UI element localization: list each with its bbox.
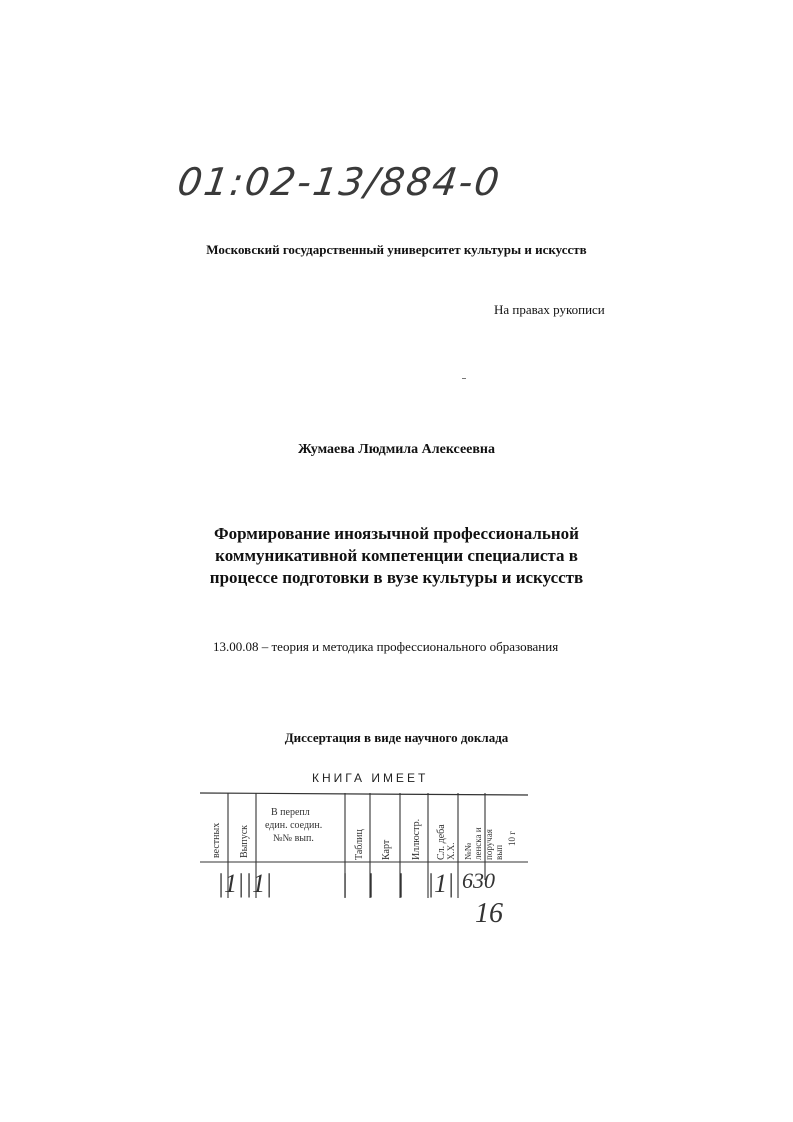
- stamp-column-label: Сл. деба: [436, 824, 447, 860]
- handwritten-mark: |: [341, 869, 349, 898]
- stamp-column-label: Карт: [381, 839, 392, 860]
- handwritten-mark: |: [367, 869, 375, 898]
- stamp-column-label: поручая: [484, 829, 494, 860]
- manuscript-note: На правах рукописи: [494, 302, 605, 317]
- stamp-column-label: №№: [463, 842, 473, 860]
- handwritten-mark: |1|: [245, 869, 273, 898]
- handwritten-catalog-number: 01:02-13/884-0: [174, 160, 504, 204]
- stamp-column-label: ленска и: [473, 827, 483, 860]
- university-name: Московский государственный университет культуры и искусств: [206, 242, 587, 257]
- author-name: Жумаева Людмила Алексеевна: [297, 442, 495, 457]
- handwritten-mark: |: [397, 869, 405, 898]
- stamp-column-label: Выпуск: [239, 824, 250, 858]
- scan-speck: [462, 378, 466, 379]
- document-type: Диссертация в виде научного доклада: [284, 730, 509, 745]
- stamp-column-label: 10 г: [507, 831, 517, 846]
- title-line: процессе подготовки в вузе культуры и искусств: [209, 568, 584, 587]
- stamp-top-rule: [200, 793, 528, 795]
- stamp-column-label: Х.Х.: [446, 842, 456, 860]
- handwritten-mark: |1|: [427, 869, 455, 898]
- handwritten-mark: |1|: [217, 869, 245, 898]
- dissertation-title: [0, 523, 793, 589]
- stamp-column-label: Иллюстр.: [411, 818, 422, 860]
- stamp-column-label: В перепл: [271, 807, 310, 818]
- stamp-column-label: Таблиц: [354, 829, 365, 860]
- title-line: коммуникативной компетенции специалиста в: [215, 546, 578, 565]
- handwritten-mark: 16: [475, 898, 503, 929]
- library-stamp-heading: КНИГА ИМЕЕТ: [312, 771, 429, 785]
- specialty-code: 13.00.08 – теория и методика профессионального образования: [213, 639, 559, 654]
- stamp-column-label: №№ вып.: [273, 833, 314, 844]
- title-line: Формирование иноязычной профессиональной: [214, 524, 579, 543]
- library-stamp-table: [195, 780, 535, 935]
- stamp-column-label: вестных: [211, 822, 222, 858]
- stamp-column-label: вып: [494, 844, 504, 860]
- stamp-column-label: един. соедин.: [265, 820, 323, 831]
- handwritten-mark: 630: [462, 868, 495, 893]
